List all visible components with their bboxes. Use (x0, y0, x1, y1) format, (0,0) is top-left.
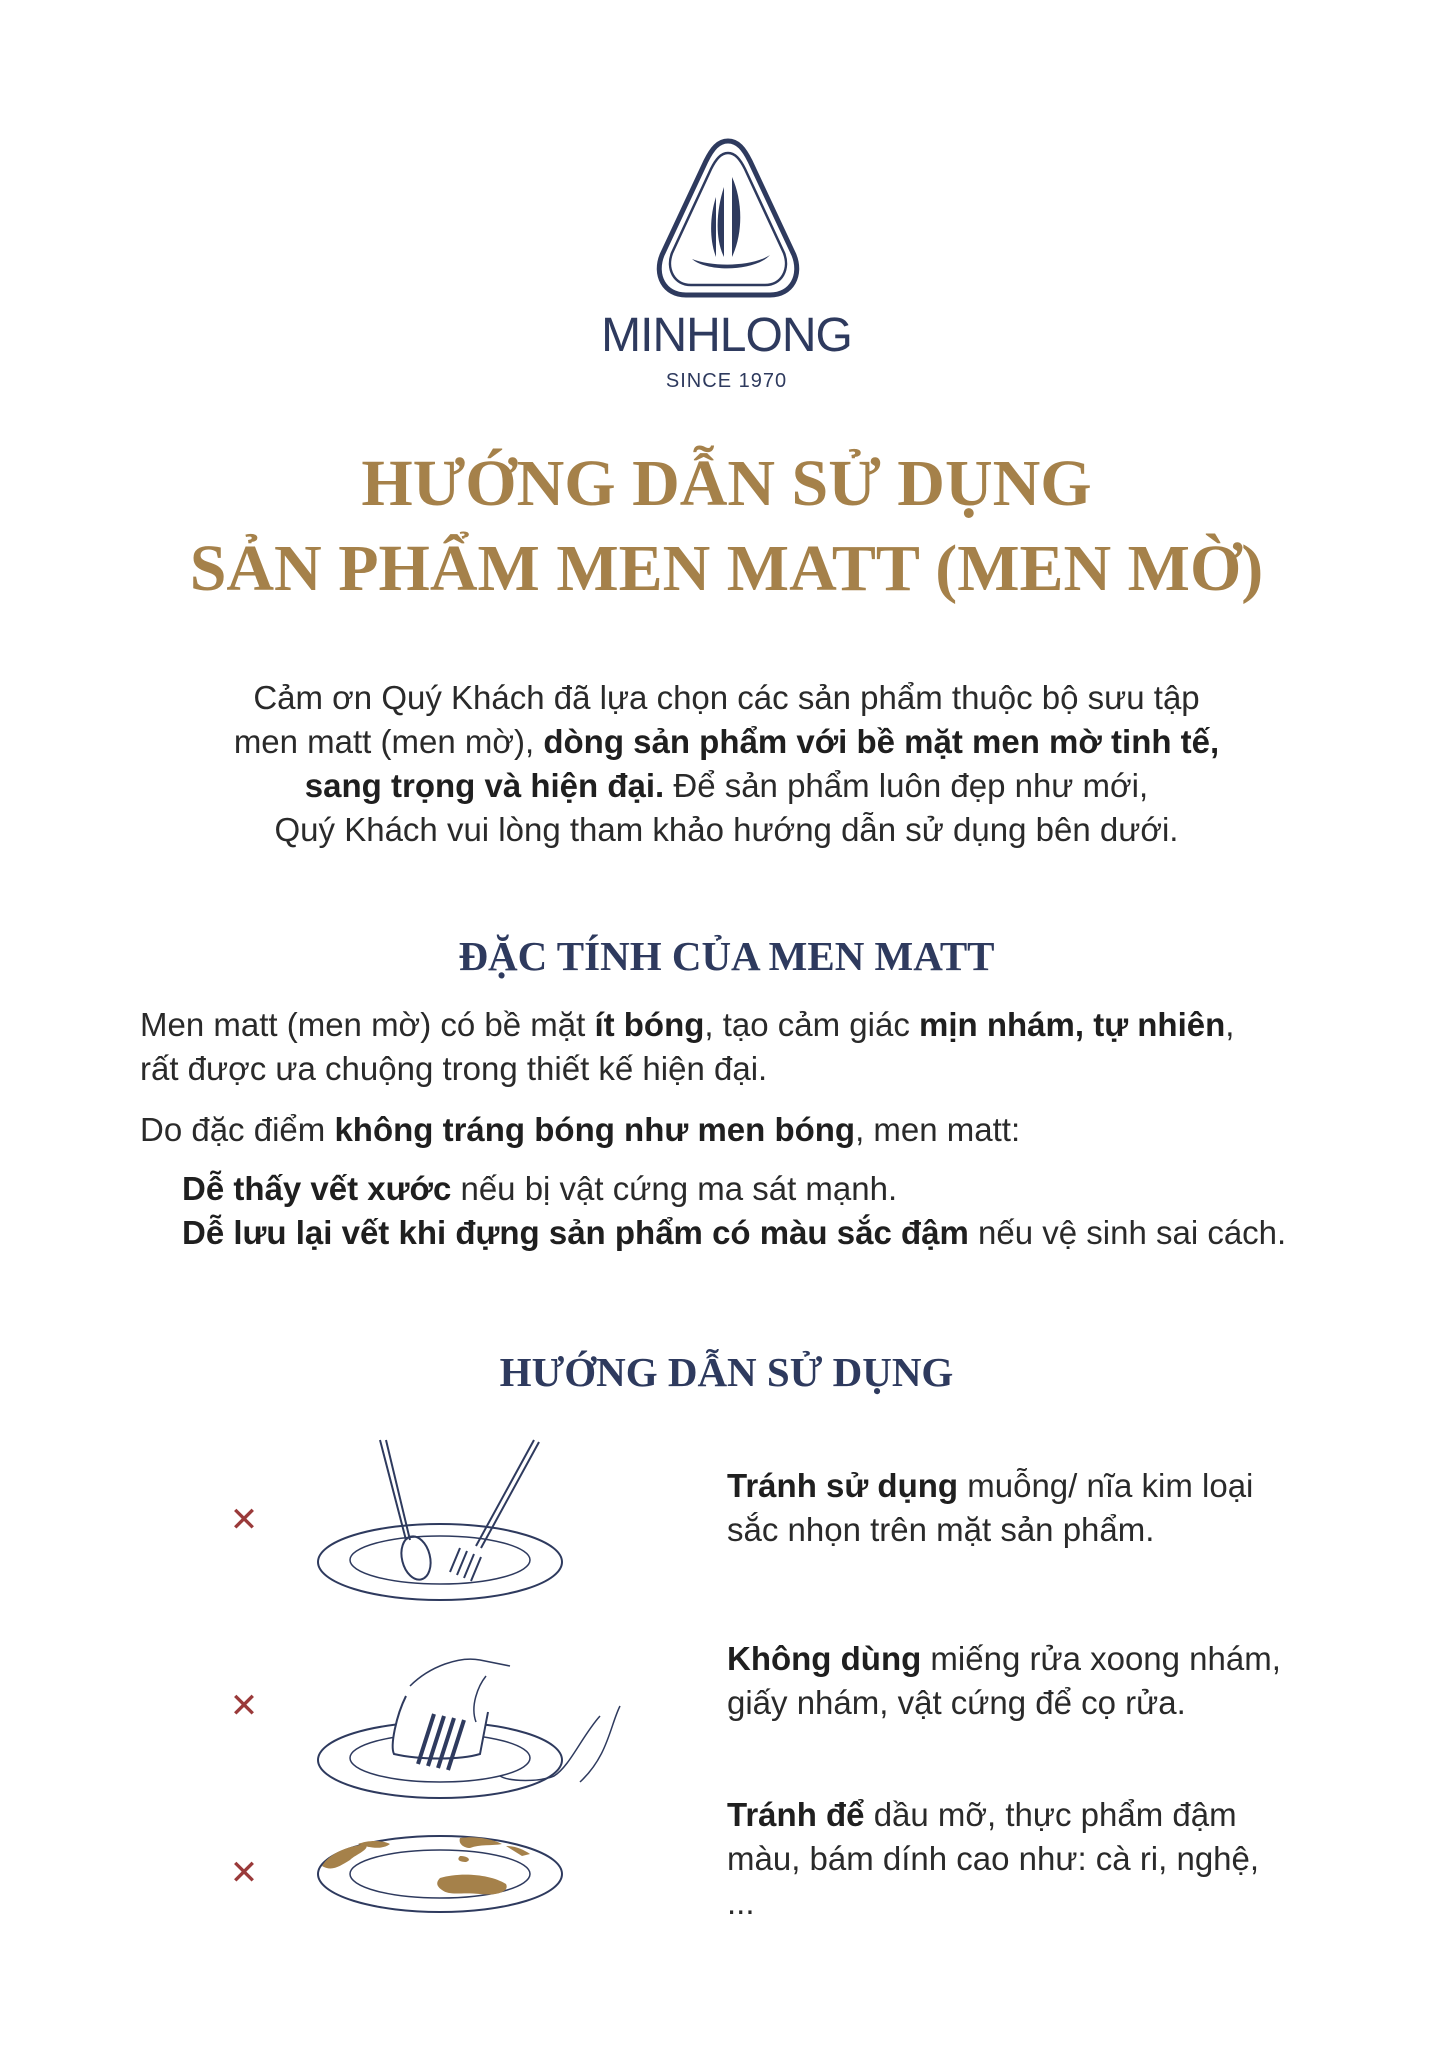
tip-emphasis: Tránh sử dụng (727, 1467, 959, 1504)
tip-text: sắc nhọn trên mặt sản phẩm. (727, 1511, 1155, 1548)
list-item (182, 1211, 1286, 1255)
list-text: nếu bị vật cứng ma sát mạnh. (451, 1170, 898, 1207)
paragraph-line (140, 1047, 1390, 1091)
body-text: , men matt: (855, 1111, 1021, 1148)
tip-text: ... (727, 1884, 755, 1921)
tip-emphasis: Không dùng (727, 1640, 922, 1677)
characteristics-list (182, 1167, 1286, 1255)
cross-icon: ✕ (229, 1686, 259, 1726)
list-emphasis: Dễ thấy vết xước (182, 1170, 452, 1207)
list-item (182, 1167, 1286, 1211)
tip-line (727, 1837, 1367, 1881)
body-text: rất được ưa chuộng trong thiết kế hiện đại. (140, 1050, 768, 1087)
intro-text: Cảm ơn Quý Khách đã lựa chọn các sản phẩm thuộc bộ sưu tập (253, 679, 1200, 716)
tip-line (727, 1508, 1367, 1552)
plate-scrubbing-icon (310, 1626, 640, 1806)
tip-line (727, 1881, 1367, 1925)
stained-plate-icon (310, 1826, 640, 1926)
tip-text: giấy nhám, vật cứng để cọ rửa. (727, 1684, 1186, 1721)
intro-text: Quý Khách vui lòng tham khảo hướng dẫn sử dụng bên dưới. (274, 811, 1179, 848)
body-text: , (1225, 1006, 1235, 1043)
usage-tip-1 (727, 1464, 1367, 1552)
paragraph-line (140, 1108, 1390, 1152)
page-title-line-2: SẢN PHẨM MEN MATT (MEN MỜ) (189, 532, 1264, 605)
paragraph-line (140, 1003, 1390, 1047)
list-text: nếu vệ sinh sai cách. (968, 1214, 1287, 1251)
intro-emphasis: dòng sản phẩm với bề mặt men mờ tinh tế, (543, 723, 1220, 760)
intro-text: men matt (men mờ), (233, 723, 544, 760)
intro-text: Để sản phẩm luôn đẹp như mới, (664, 767, 1149, 804)
tip-text: miếng rửa xoong nhám, (921, 1640, 1281, 1677)
tip-text: màu, bám dính cao như: cà ri, nghệ, (727, 1840, 1260, 1877)
intro-line (0, 764, 1453, 808)
characteristics-paragraph-1 (140, 1003, 1390, 1091)
cross-icon: ✕ (229, 1853, 259, 1893)
tip-emphasis: Tránh để (727, 1796, 865, 1833)
brand-since: SINCE 1970 (665, 370, 788, 392)
intro-emphasis: sang trọng và hiện đại. (304, 767, 665, 804)
page-title-line-1: HƯỚNG DẪN SỬ DỤNG (361, 447, 1092, 520)
intro-line (0, 808, 1453, 852)
characteristics-paragraph-2 (140, 1108, 1390, 1152)
minhlong-logo-icon (652, 135, 804, 305)
tip-line (727, 1793, 1367, 1837)
plate-with-cutlery-icon (310, 1436, 640, 1606)
tip-line (727, 1464, 1367, 1508)
intro-line (0, 720, 1453, 764)
characteristics-heading: ĐẶC TÍNH CỦA MEN MATT (458, 933, 995, 979)
intro-line (0, 676, 1453, 720)
tip-line (727, 1681, 1367, 1725)
intro-paragraph (0, 676, 1453, 852)
usage-tip-2 (727, 1637, 1367, 1725)
body-text: Men matt (men mờ) có bề mặt (140, 1006, 595, 1043)
tip-text: dầu mỡ, thực phẩm đậm (864, 1796, 1237, 1833)
usage-heading: HƯỚNG DẪN SỬ DỤNG (499, 1349, 954, 1395)
brand-name: MINHLONG (601, 309, 852, 362)
body-emphasis: mịn nhám, tự nhiên (919, 1006, 1226, 1043)
cross-icon: ✕ (229, 1500, 259, 1540)
body-emphasis: ít bóng (594, 1006, 705, 1043)
body-text: Do đặc điểm (140, 1111, 335, 1148)
tip-text: muỗng/ nĩa kim loại (958, 1467, 1254, 1504)
body-emphasis: không tráng bóng như men bóng (334, 1111, 856, 1148)
list-emphasis: Dễ lưu lại vết khi đựng sản phẩm có màu sắc đậm (182, 1214, 969, 1251)
usage-tip-3 (727, 1793, 1367, 1925)
body-text: , tạo cảm giác (704, 1006, 920, 1043)
tip-line (727, 1637, 1367, 1681)
